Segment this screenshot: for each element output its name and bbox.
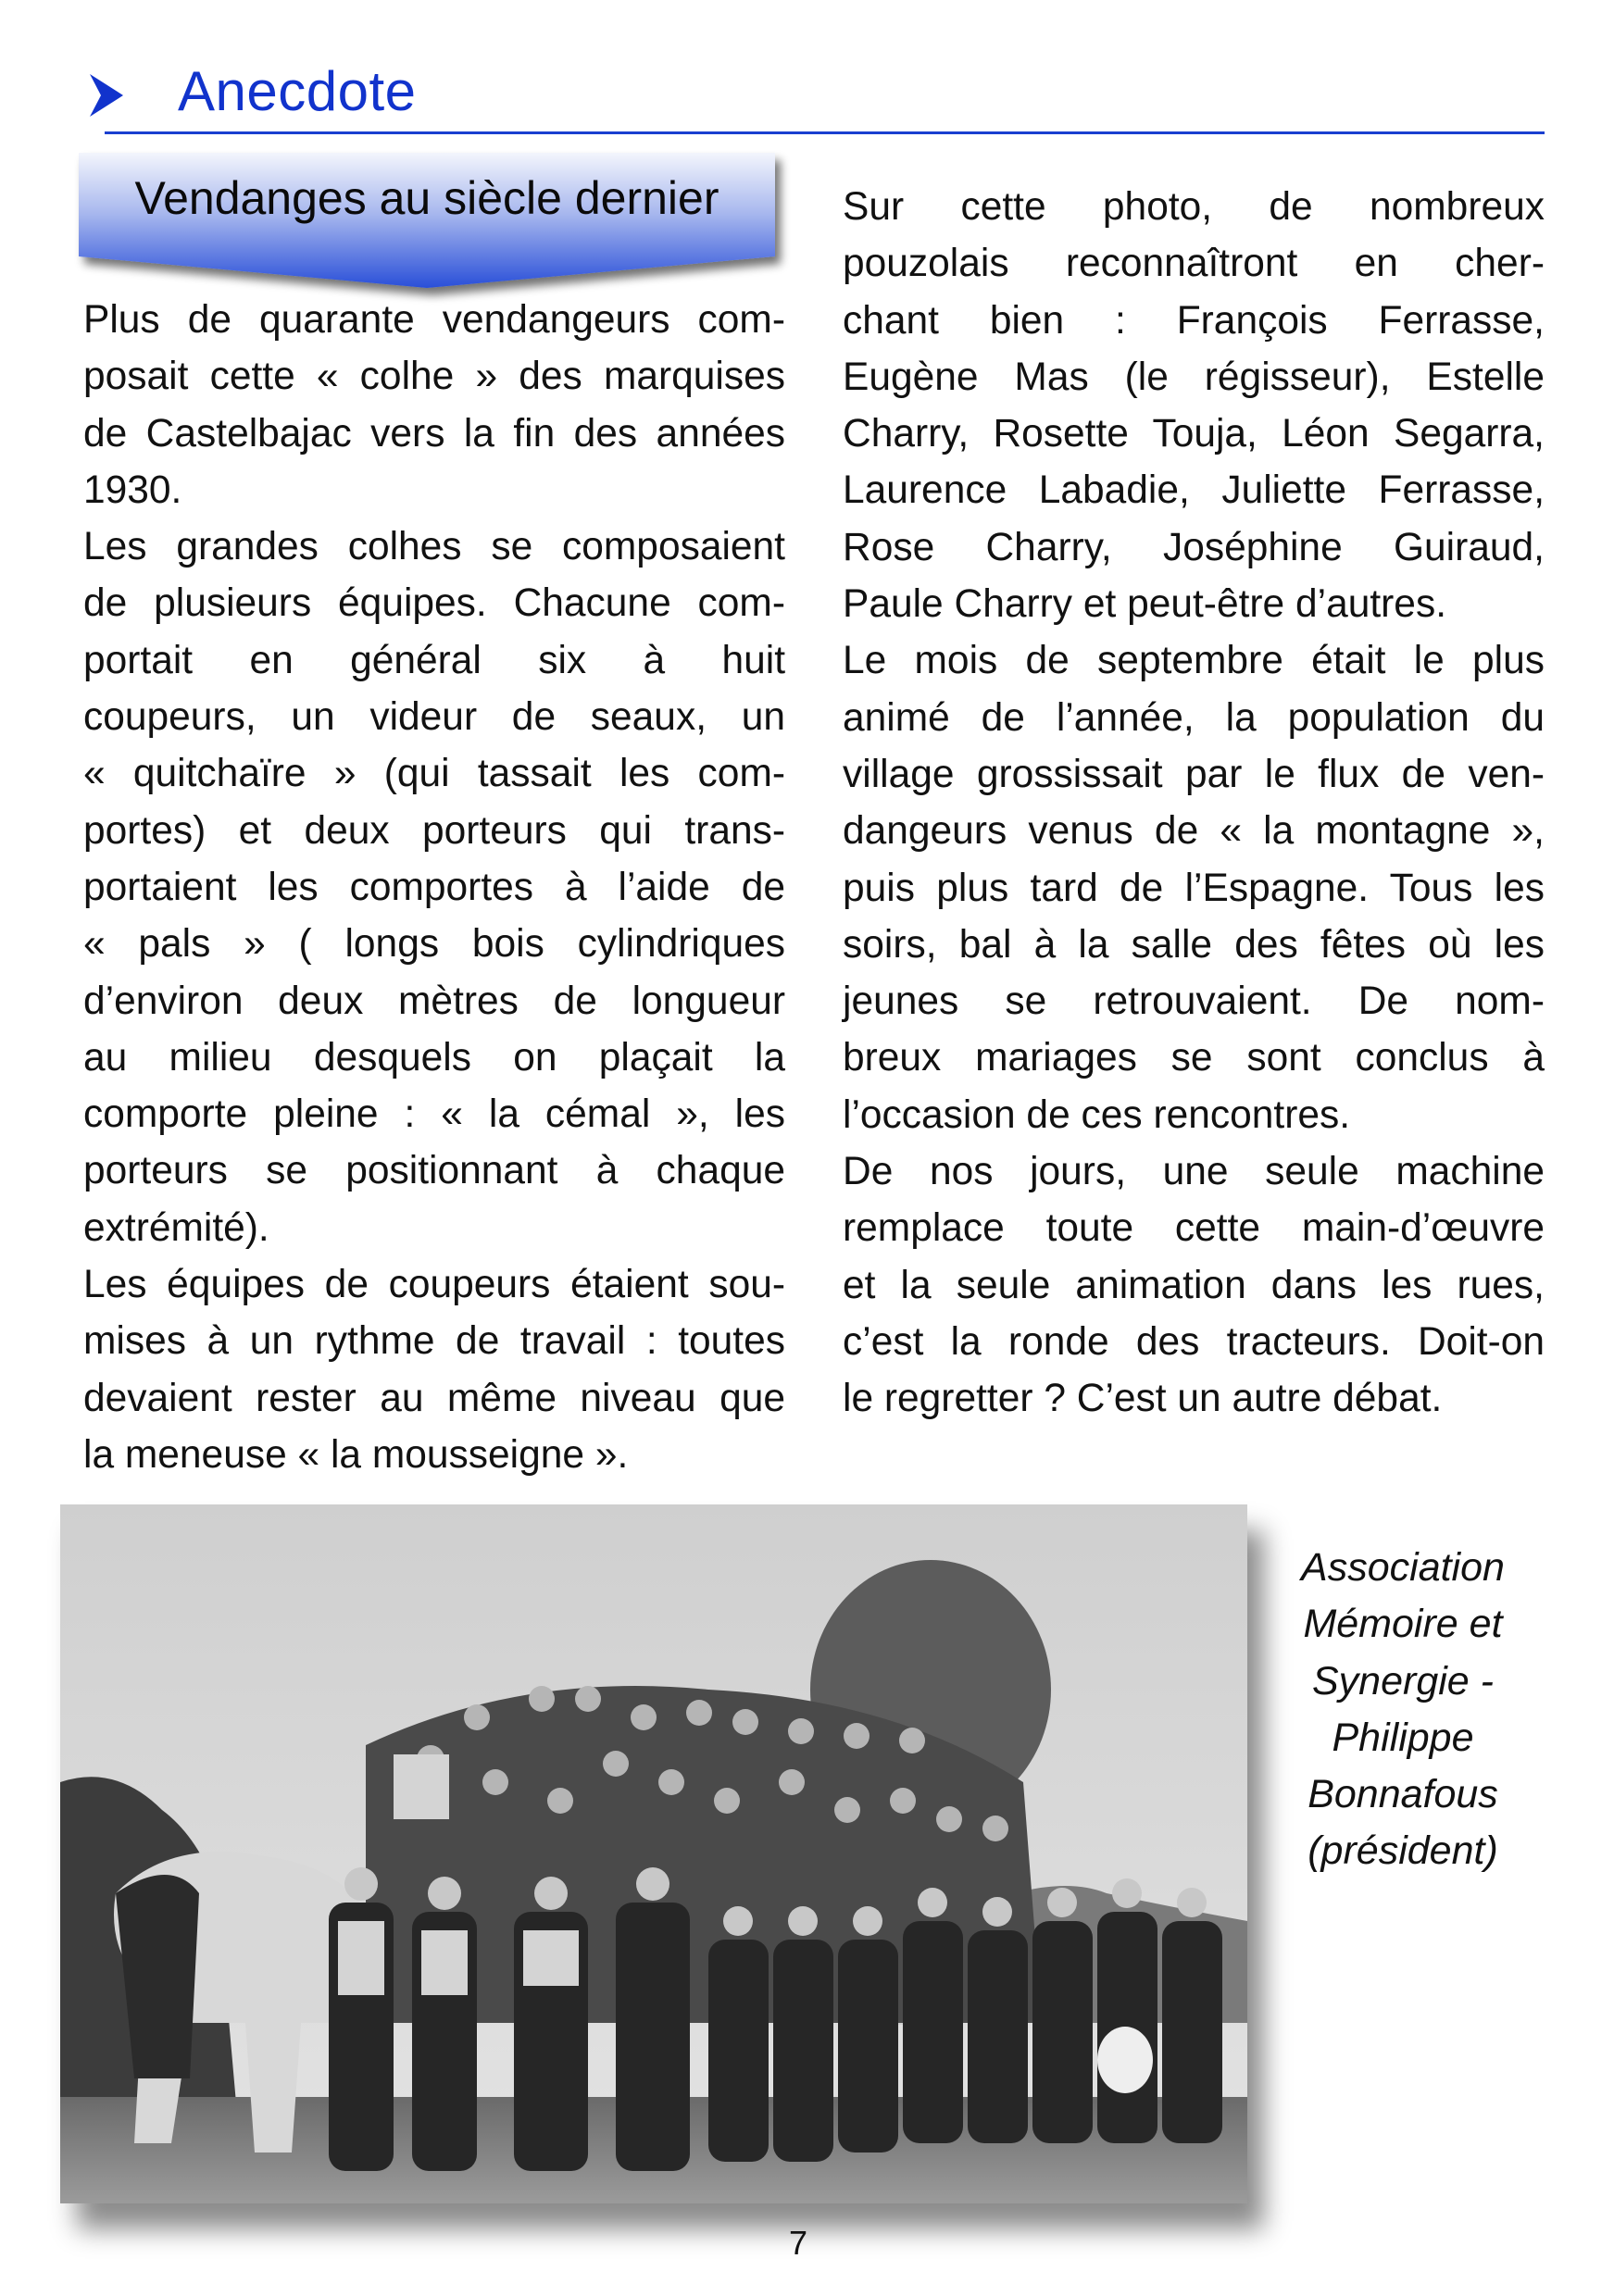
text-line: portes) et deux porteurs qui trans- bbox=[83, 808, 785, 853]
text-line: au milieu desquels on plaçait la bbox=[83, 1035, 785, 1079]
text-line: Le mois de septembre était le plus bbox=[843, 639, 1545, 683]
text-line: Laurence Labadie, Juliette Ferrasse, bbox=[843, 468, 1545, 513]
text-line: puis plus tard de l’Espagne. Tous les bbox=[843, 866, 1545, 910]
text-line: 1930. bbox=[83, 468, 182, 512]
text-line: et la seule animation dans les rues, bbox=[843, 1263, 1545, 1307]
text-line: soirs, bal à la salle des fêtes où les bbox=[843, 922, 1545, 967]
text-line: mises à un rythme de travail : toutes bbox=[83, 1319, 785, 1364]
article-title-banner bbox=[79, 153, 775, 290]
section-title: Anecdote bbox=[178, 60, 417, 122]
caption-line: (président) bbox=[1307, 1828, 1498, 1874]
text-line: posait cette « colhe » des marquises bbox=[83, 355, 785, 399]
harvest-photo bbox=[60, 1504, 1247, 2203]
text-line: animé de l’année, la population du bbox=[843, 695, 1545, 740]
text-line: « quitchaïre » (qui tassait les com- bbox=[83, 752, 785, 796]
text-line: De nos jours, une seule machine bbox=[843, 1150, 1545, 1194]
text-line: la meneuse « la mousseigne ». bbox=[83, 1432, 629, 1477]
article-column-right bbox=[843, 179, 1545, 1428]
text-line: coupeurs, un videur de seaux, un bbox=[83, 695, 785, 740]
caption-line: Philippe bbox=[1332, 1715, 1474, 1760]
photo-caption bbox=[1269, 1540, 1537, 1880]
text-line: village grossissait par le flux de ven- bbox=[843, 752, 1545, 796]
text-line: Plus de quarante vendangeurs com- bbox=[83, 298, 785, 342]
text-line: Charry, Rosette Touja, Léon Segarra, bbox=[843, 412, 1545, 456]
text-line: Les grandes colhes se composaient bbox=[83, 525, 785, 569]
text-line: portait en général six à huit bbox=[83, 638, 785, 682]
text-line: Sur cette photo, de nombreux bbox=[843, 185, 1545, 229]
text-line: remplace toute cette main-d’œuvre bbox=[843, 1206, 1545, 1251]
text-line: Eugène Mas (le régisseur), Estelle bbox=[843, 355, 1545, 399]
text-line: devaient rester au même niveau que bbox=[83, 1376, 785, 1420]
caption-line: Association bbox=[1301, 1545, 1505, 1590]
text-line: Rose Charry, Joséphine Guiraud, bbox=[843, 525, 1545, 569]
text-line: Paule Charry et peut-être d’autres. bbox=[843, 582, 1447, 627]
text-line: de plusieurs équipes. Chacune com- bbox=[83, 581, 785, 626]
text-line: pouzolais reconnaîtront en cher- bbox=[843, 242, 1545, 286]
text-line: de Castelbajac vers la fin des années bbox=[83, 411, 785, 455]
article-column-left bbox=[83, 292, 785, 1483]
text-line: porteurs se positionnant à chaque bbox=[83, 1149, 785, 1193]
section-divider bbox=[105, 131, 1545, 134]
caption-line: Mémoire et bbox=[1303, 1602, 1503, 1647]
text-line: comporte pleine : « la cémal », les bbox=[83, 1092, 785, 1137]
text-line: jeunes se retrouvaient. De nom- bbox=[843, 980, 1545, 1024]
text-line: Les équipes de coupeurs étaient sou- bbox=[83, 1263, 785, 1307]
caption-line: Synergie - bbox=[1312, 1658, 1494, 1703]
text-line: d’environ deux mètres de longueur bbox=[83, 979, 785, 1023]
text-line: chant bien : François Ferrasse, bbox=[843, 298, 1545, 343]
text-line: breux mariages se sont conclus à bbox=[843, 1036, 1545, 1080]
page-number: 7 bbox=[789, 2224, 808, 2262]
article-title: Vendanges au siècle dernier bbox=[134, 172, 719, 224]
text-line: c’est la ronde des tracteurs. Doit-on bbox=[843, 1319, 1545, 1364]
caption-line: Bonnafous bbox=[1307, 1772, 1498, 1817]
chevron-right-icon bbox=[88, 74, 125, 117]
section-header bbox=[83, 57, 1546, 131]
text-line: dangeurs venus de « la montagne », bbox=[843, 809, 1545, 854]
harvest-photo-image bbox=[60, 1504, 1247, 2203]
text-line: le regretter ? C’est un autre débat. bbox=[843, 1377, 1443, 1421]
text-line: extrémité). bbox=[83, 1205, 269, 1250]
text-line: portaient les comportes à l’aide de bbox=[83, 865, 785, 909]
text-line: l’occasion de ces rencontres. bbox=[843, 1092, 1351, 1137]
text-line: « pals » ( longs bois cylindriques bbox=[83, 922, 785, 967]
